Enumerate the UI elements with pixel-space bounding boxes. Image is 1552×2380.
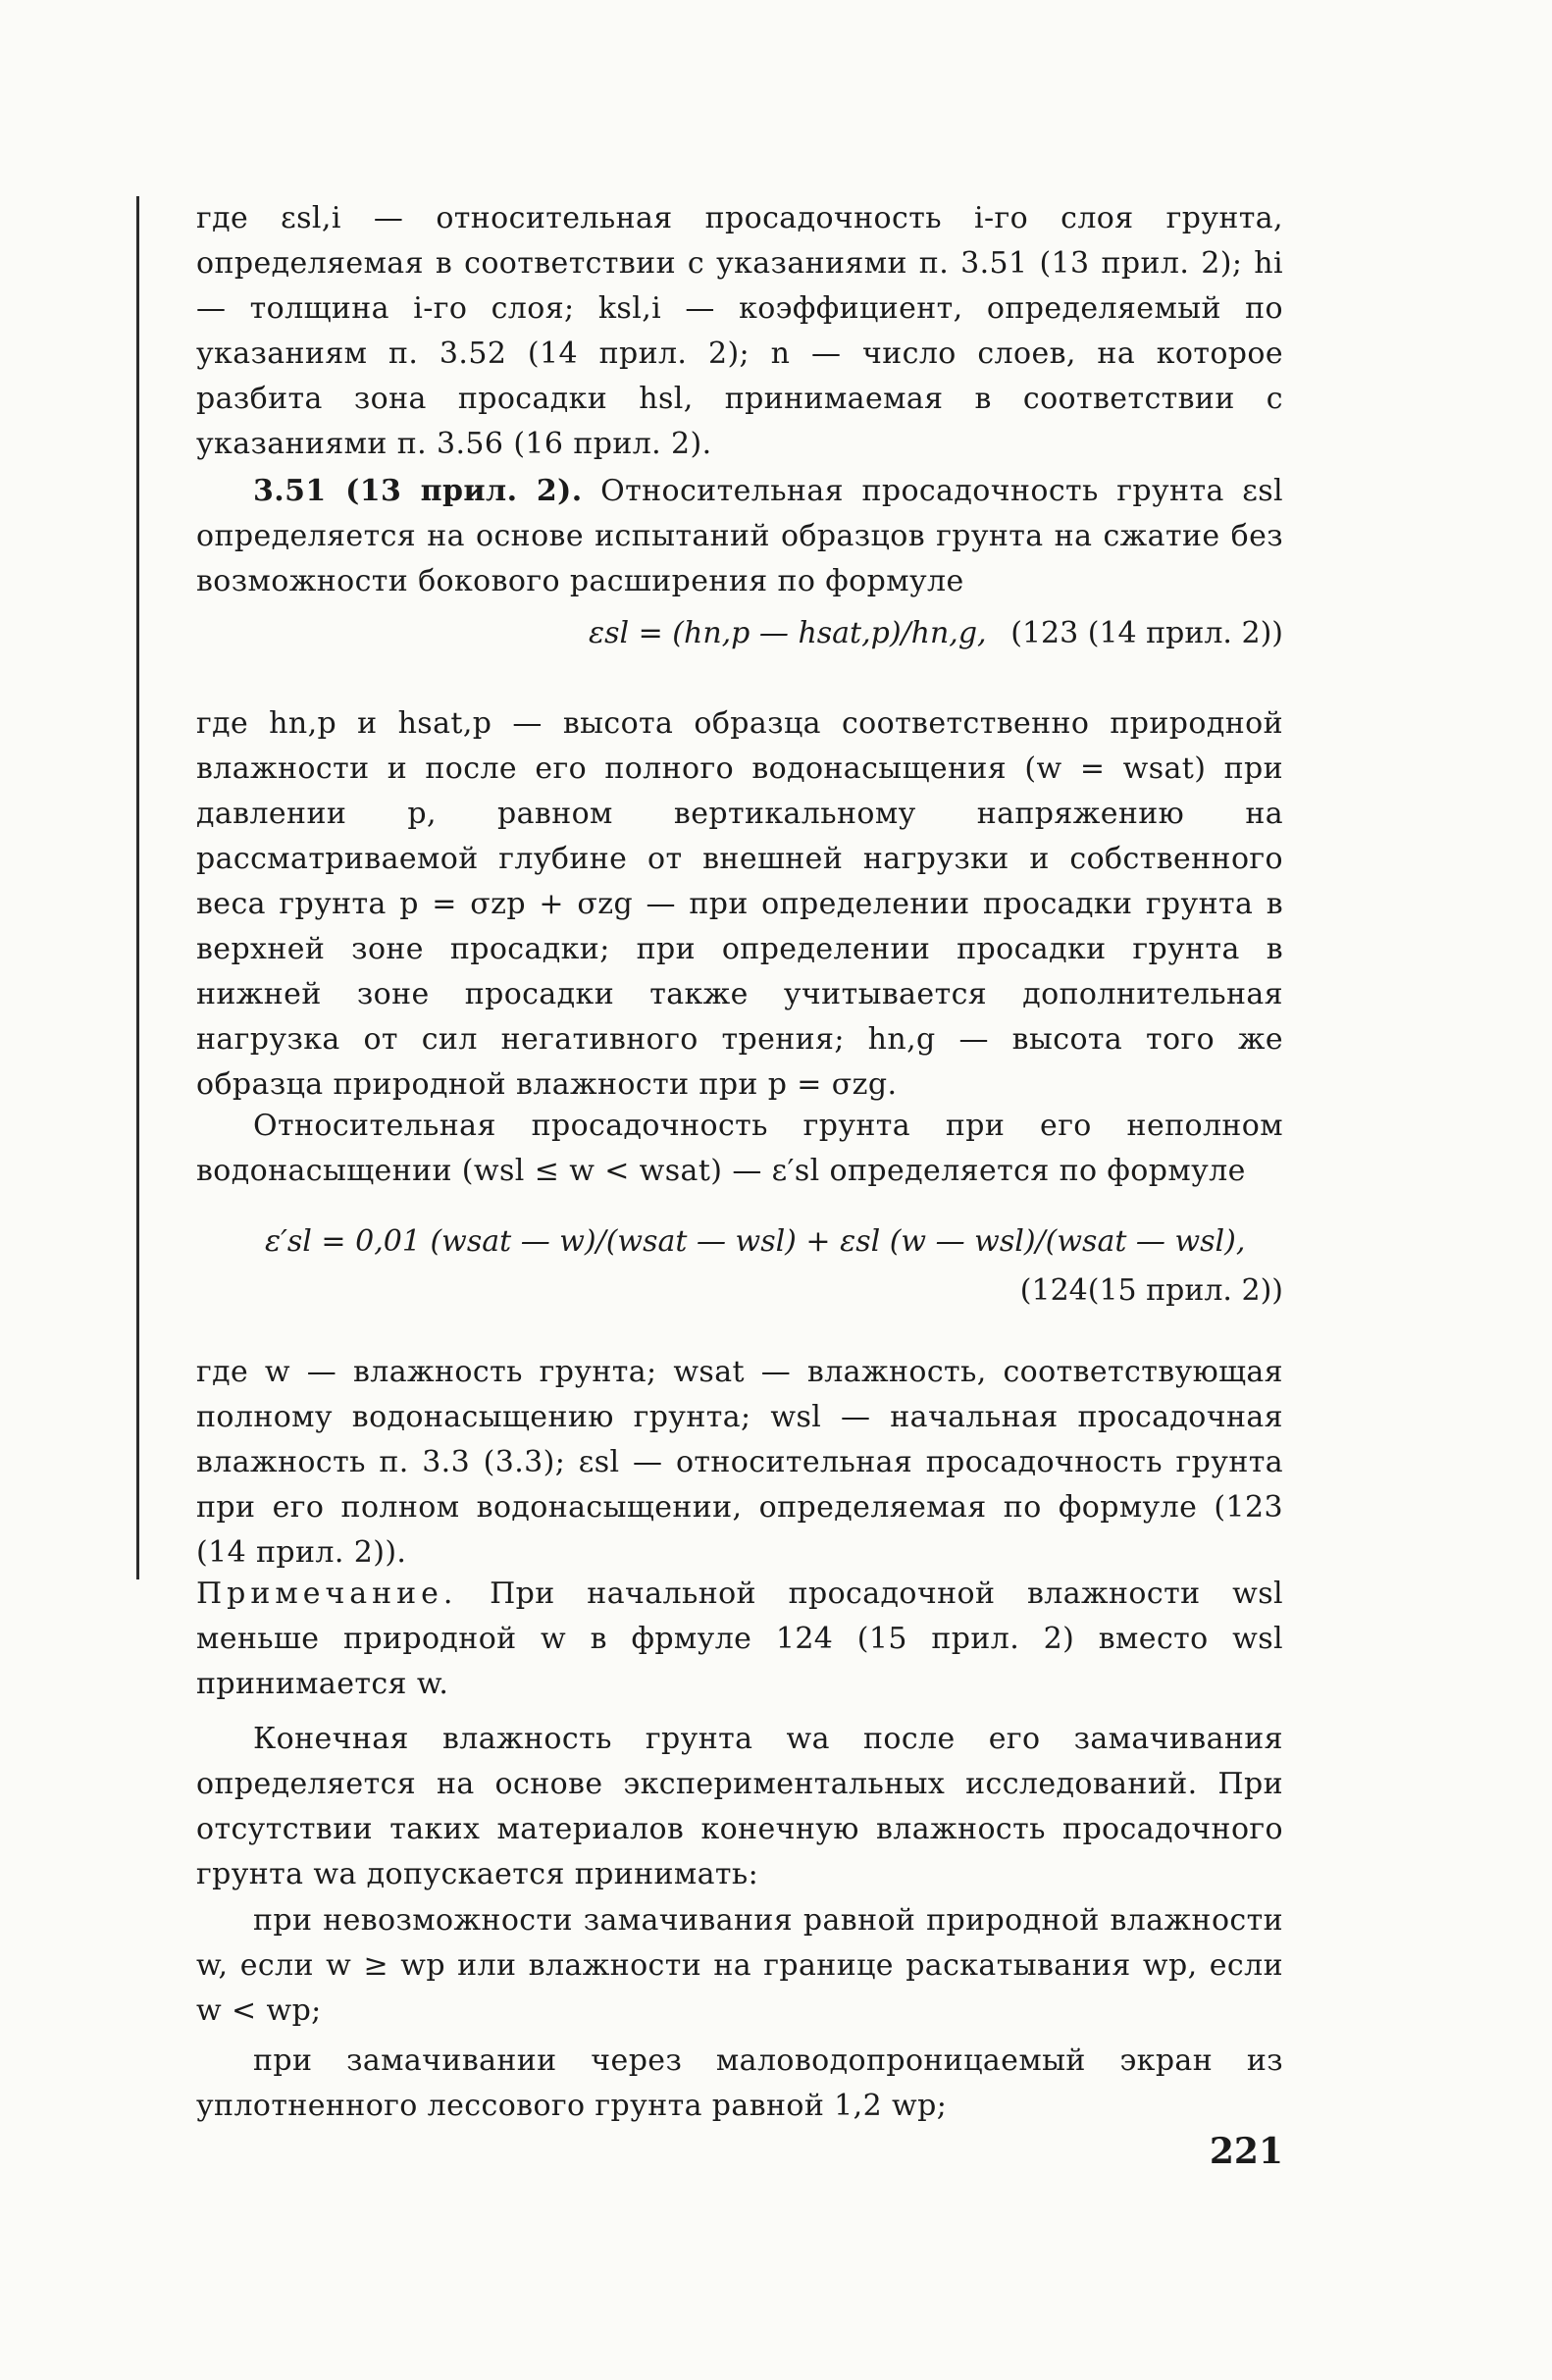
paragraph-definitions-3 (196, 1350, 1283, 1576)
paragraph-text: где εsl,i — относительная просадочность i-го слоя грунта, определяемая в соответствии с указаниями п. 3.51 (13 прил. 2); hi — толщина i-го слоя; ksl,i — коэффициент, определяемый по указаниям п. 3.52 (14 прил. 2); n — число слоев, на которое разбита зона просадки hsl, принимаемая в соответствии с указаниями п. 3.56 (16 прил. 2). (196, 201, 1283, 461)
paragraph-definitions-2 (196, 701, 1283, 1108)
formula-expression: εsl = (hn,p — hsat,p)/hn,g, (589, 616, 987, 650)
paragraph-text (196, 469, 1283, 604)
paragraph-text: Конечная влажность грунта wa после его замачивания определяется на основе экспериментальных исследований. При отсутствии таких материалов конечную влажность просадочного грунта wa допускается принимать: (196, 1722, 1283, 1891)
note-label: Примечание. (196, 1577, 458, 1611)
formula-124 (196, 1224, 1283, 1322)
paragraph-text: где hn,p и hsat,p — высота образца соответственно природной влажности и после его полного водонасыщения (w = wsat) при давлении p, равном вертикальному напряжению на рассматриваемой глубине от внешней нагрузки и собственного веса грунта p = σzp + σzg — при определении просадки грунта в верхней зоне просадки; при определении просадки грунта в нижней зоне просадки также учитывается дополнительная нагрузка от сил негативного трения; hn,g — высота того же образца природной влажности при p = σzg. (196, 706, 1283, 1102)
formula-123 (196, 616, 1283, 661)
margin-rule (136, 196, 139, 1579)
section-heading: 3.51 (13 прил. 2). (253, 474, 583, 508)
paragraph-partial-saturation (196, 1104, 1283, 1194)
section-body: Относительная просадочность грунта εsl определяется на основе испытаний образцов грунта на сжатие без возможности бокового расширения по формуле (196, 474, 1283, 598)
paragraph-text: при замачивании через маловодопроницаемый экран из уплотненного лессового грунта равной 1,2 wp; (196, 2044, 1283, 2123)
paragraph-note (196, 1572, 1283, 1707)
paragraph-text: Относительная просадочность грунта при его неполном водонасыщении (wsl ≤ w < wsat) — ε′sl определяется по формуле (196, 1109, 1283, 1188)
formula-number: (124(15 прил. 2)) (1019, 1273, 1283, 1308)
paragraph-text: где w — влажность грунта; wsat — влажность, соответствующая полному водонасыщению грунта; wsl — начальная просадочная влажность п. 3.3 (3.3); εsl — относительная просадочность грунта при его полном водонасыщении, определяемая по формуле (123 (14 прил. 2)). (196, 1355, 1283, 1570)
paragraph-text (196, 1572, 1283, 1707)
note-body: При начальной просадочной влажности wsl меньше природной w в фрмуле 124 (15 прил. 2) вместо wsl принимается w. (196, 1577, 1283, 1701)
paragraph-case-1 (196, 1898, 1283, 2034)
paragraph-definitions-1 (196, 196, 1283, 467)
formula-expression: ε′sl = 0,01 (wsat — w)/(wsat — wsl) + εsl (w — wsl)/(wsat — wsl), (265, 1224, 1246, 1259)
formula-number: (123 (14 прил. 2)) (1010, 616, 1283, 650)
document-page (196, 196, 1283, 2178)
paragraph-text: при невозможности замачивания равной природной влажности w, если w ≥ wp или влажности на границе раскатывания wp, если w < wp; (196, 1903, 1283, 2028)
page-number: 221 (1209, 2131, 1283, 2172)
paragraph-3-51 (196, 469, 1283, 604)
paragraph-case-2 (196, 2039, 1283, 2129)
paragraph-final-moisture (196, 1717, 1283, 1897)
